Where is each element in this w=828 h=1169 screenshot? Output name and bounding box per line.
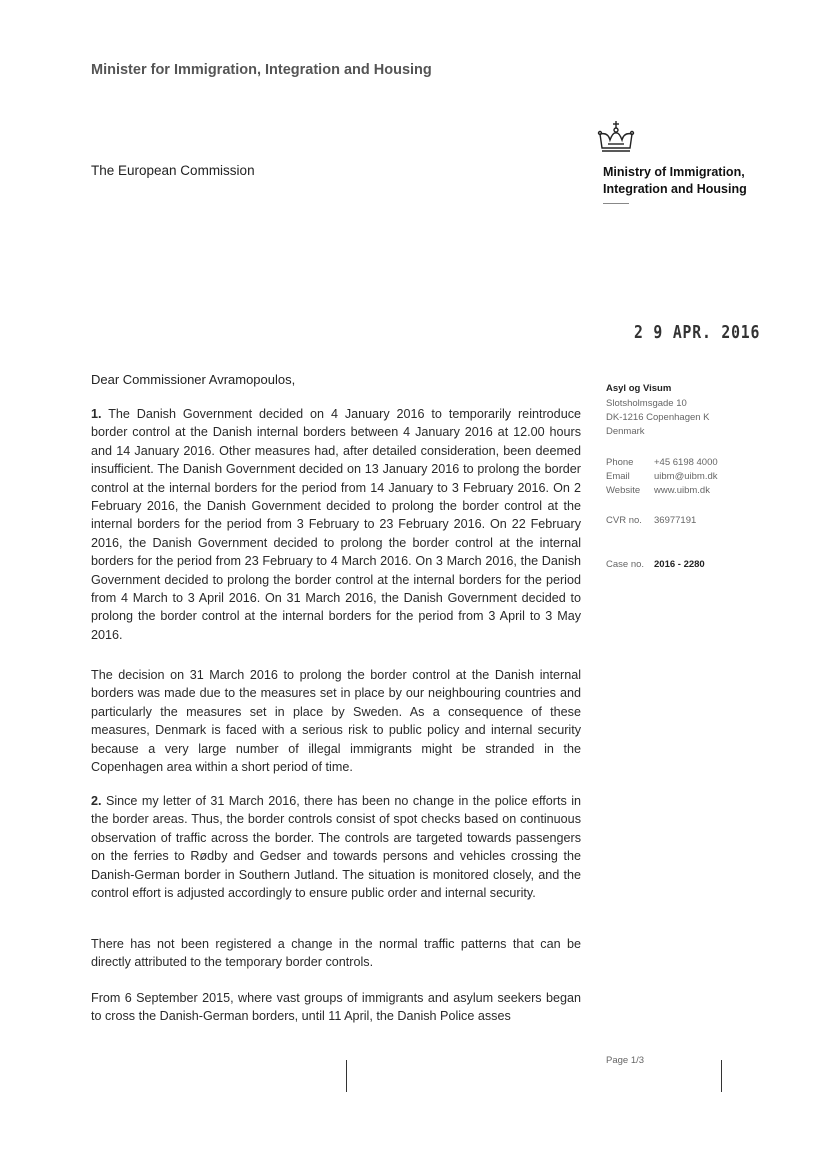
cvr-label: CVR no.: [606, 515, 642, 526]
contact-phone: [606, 456, 718, 470]
salutation: Dear Commissioner Avramopoulos,: [91, 372, 296, 387]
paragraph-text: The decision on 31 March 2016 to prolong the border control at the Danish internal borders was made due to the measures set in place by our neighbouring countries and particularly the measures set in place by Sweden. As a consequence of these measures, Denmark is faced with a serious risk to public policy and internal security because a very large number of illegal immigrants might be stranded in the Copenhagen area within a short period of time.: [91, 668, 581, 775]
address-line: Slotsholmsgade 10: [606, 398, 687, 409]
contact-website: [606, 484, 718, 498]
paragraph-text: Since my letter of 31 March 2016, there has been no change in the police efforts in the border areas. Thus, the border controls consist of spot checks based on continuous observation of traffic across the border. The controls are targeted towards passengers on the ferries to Rødby and Gedser and towards persons and vehicles crossing the Danish-German border in Southern Jutland. The situation is monitored closely, and the control effort is adjusted accordingly to ensure public order and internal security.: [91, 794, 581, 901]
divider: [603, 203, 629, 204]
fold-mark: [721, 1060, 722, 1092]
paragraph-text: The Danish Government decided on 4 January 2016 to temporarily reintroduce border control at the Danish internal borders between 4 January 2016 at 12.00 hours and 14 January 2016. Other measures had, after detailed consideration, been deemed insufficient. The Danish Government decided on 13 January 2016 to prolong the border control at the internal borders for the period from 14 January to 3 February 2016. On 2 February 2016, the Danish Government decided to prolong the border control at the internal borders for the period from 3 February to 23 February 2016. On 22 February 2016, the Danish Government decided to prolong the border control at the internal borders for the period from 23 February to 4 March 2016. On 3 March 2016, the Danish Government decided to prolong the border control at the internal borders for the period from 4 March to 3 April 2016. On 31 March 2016, the Danish Government decided to prolong the border control at the internal borders for the period from 3 April to 3 May 2016.: [91, 407, 581, 642]
address-line: Denmark: [606, 426, 645, 437]
ministry-name: [603, 164, 747, 198]
ministry-name-line1: Ministry of Immigration,: [603, 165, 745, 179]
contact-value: uibm@uibm.dk: [654, 471, 718, 482]
ministry-name-line2: Integration and Housing: [603, 182, 747, 196]
fold-mark: [346, 1060, 347, 1092]
date-stamp: 2 9 APR. 2016: [634, 322, 761, 343]
paragraph-4: [91, 935, 581, 972]
contact-label: Website: [606, 485, 641, 496]
recipient: The European Commission: [91, 163, 255, 178]
contact-email: [606, 470, 718, 484]
sidebar-address: [606, 397, 710, 439]
paragraph-3: [91, 792, 581, 902]
contact-value: +45 6198 4000: [654, 457, 718, 468]
sidebar-contact: [606, 456, 718, 498]
sidebar-unit: Asyl og Visum: [606, 383, 672, 394]
letterhead-title: Minister for Immigration, Integration and Housing: [91, 62, 432, 78]
contact-value: www.uibm.dk: [654, 485, 710, 496]
cvr-value: 36977191: [654, 515, 697, 526]
paragraph-number: 2.: [91, 794, 102, 808]
paragraph-5: [91, 989, 581, 1026]
paragraph-text: There has not been registered a change in the normal traffic patterns that can be directly attributed to the temporary border controls.: [91, 937, 581, 970]
paragraph-text: From 6 September 2015, where vast groups of immigrants and asylum seekers began to cross the Danish-German borders, until 11 April, the Danish Police asses: [91, 991, 581, 1024]
sidebar-cvr: [606, 514, 696, 528]
crown-icon: [596, 120, 636, 156]
contact-label: Phone: [606, 457, 634, 468]
page-number: Page 1/3: [606, 1055, 645, 1066]
case-value: 2016 - 2280: [654, 559, 705, 570]
case-label: Case no.: [606, 559, 645, 570]
paragraph-number: 1.: [91, 407, 102, 421]
address-line: DK-1216 Copenhagen K: [606, 412, 710, 423]
paragraph-2: [91, 666, 581, 776]
paragraph-1: [91, 405, 581, 644]
sidebar-case: [606, 558, 705, 572]
contact-label: Email: [606, 471, 630, 482]
